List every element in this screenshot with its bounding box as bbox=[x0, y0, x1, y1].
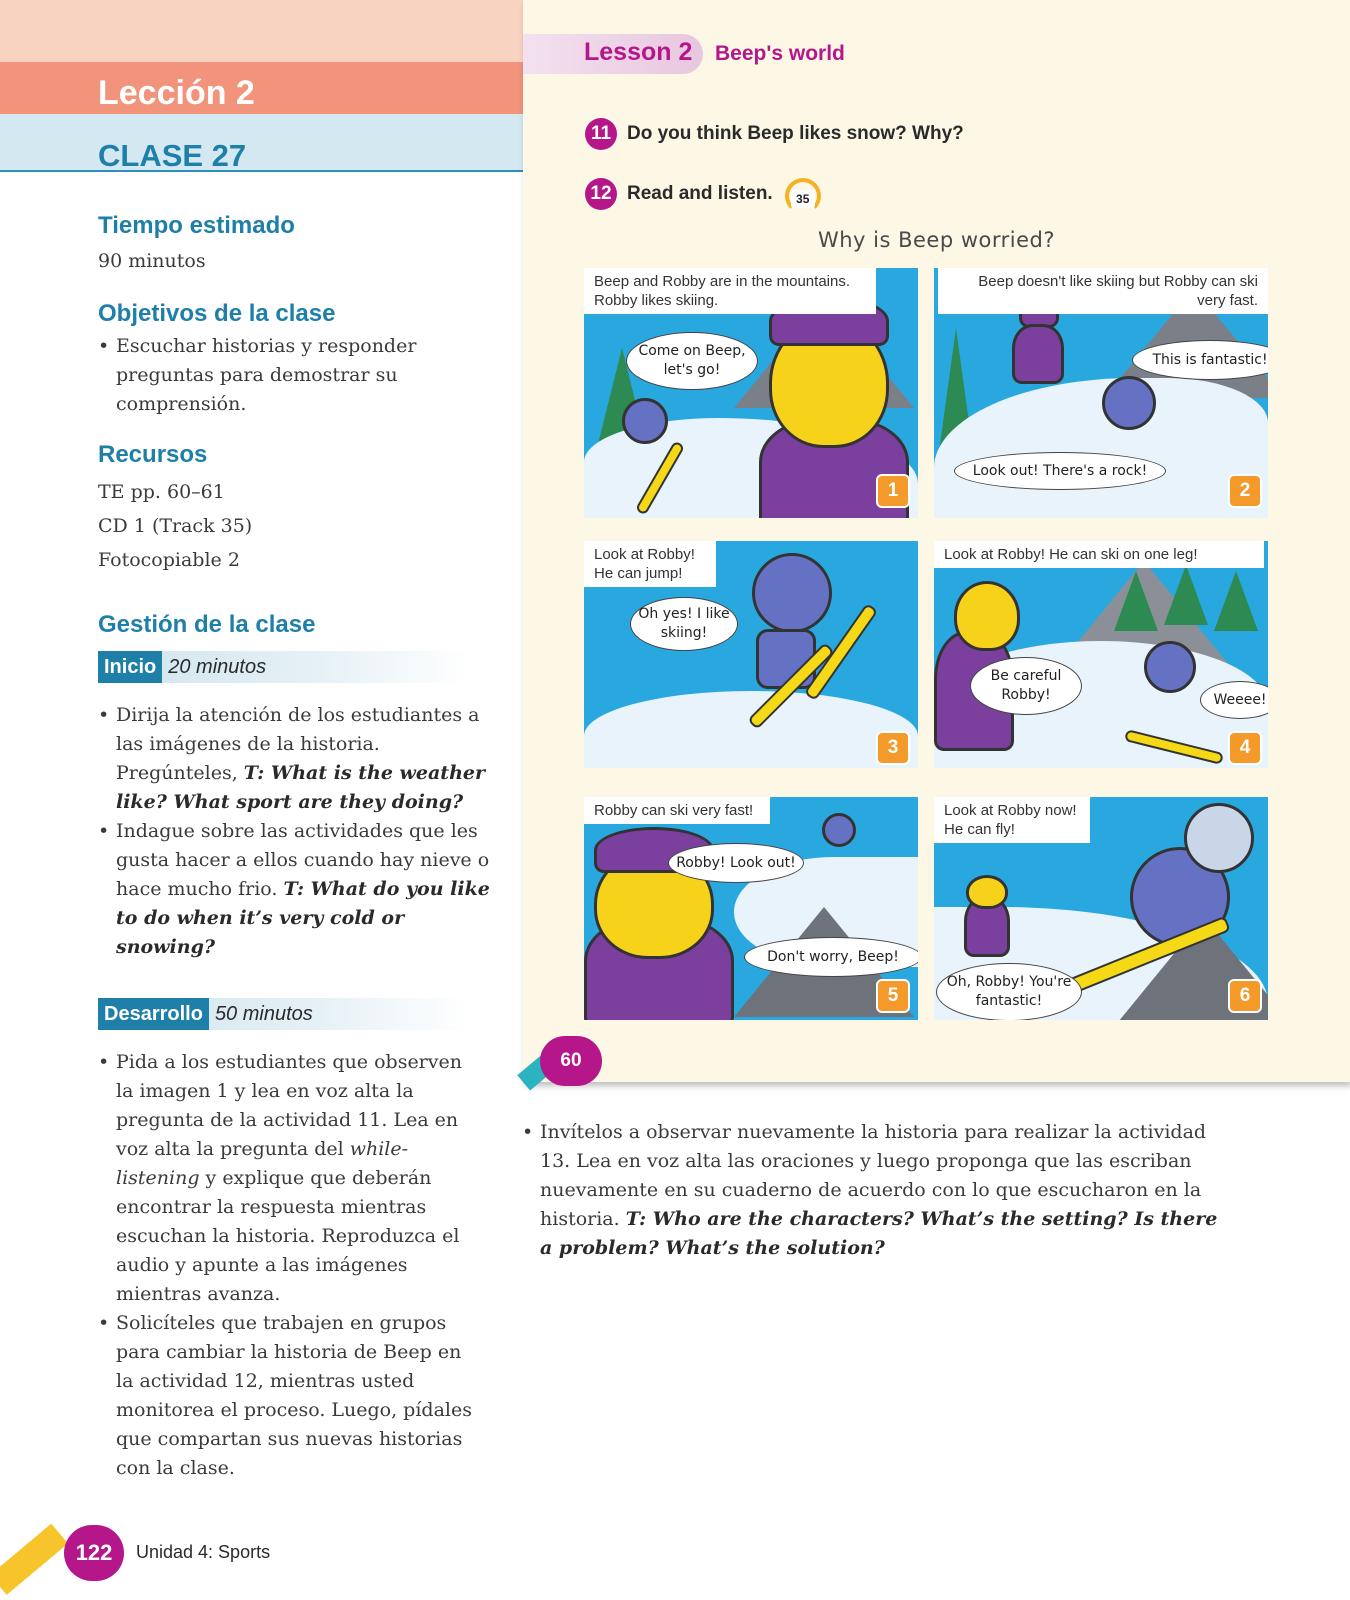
speech-bubble: Don't worry, Beep! bbox=[744, 937, 918, 977]
tiempo-heading: Tiempo estimado bbox=[98, 212, 295, 239]
desarrollo-time: 50 minutos bbox=[214, 1002, 313, 1025]
story-title: Why is Beep worried? bbox=[817, 228, 1056, 252]
activity-number: 12 bbox=[585, 178, 617, 210]
speech-bubble: Robby! Look out! bbox=[668, 843, 804, 883]
headphones-icon bbox=[785, 178, 821, 210]
student-book-page bbox=[523, 0, 1350, 1082]
recursos-list bbox=[98, 475, 498, 577]
panel-caption: Look at Robby! He can ski on one leg! bbox=[934, 541, 1264, 568]
unit-label: Unidad 4: Sports bbox=[136, 1542, 271, 1562]
panel-number: 6 bbox=[1228, 979, 1262, 1013]
teacher-notes bbox=[98, 212, 498, 1483]
inicio-item: • Indague sobre las actividades que les gusta hacer a ellos cuando hay nieve o hace mucho frio. T: What do you like to do when it’s very cold or snowing? bbox=[98, 817, 498, 962]
recurso-item: CD 1 (Track 35) bbox=[98, 515, 253, 537]
lesson-label: Lesson 2 bbox=[584, 38, 693, 66]
right-notes-list bbox=[522, 1118, 1222, 1263]
panel-number: 2 bbox=[1228, 474, 1262, 508]
speech-bubble: Come on Beep, let's go! bbox=[626, 332, 758, 390]
leccion-title: Lección 2 bbox=[98, 74, 255, 112]
speech-bubble: Oh, Robby! You're fantastic! bbox=[936, 963, 1082, 1020]
activity-11 bbox=[585, 118, 964, 150]
panel-caption: Look at Robby now! He can fly! bbox=[934, 797, 1090, 843]
speech-bubble: Oh yes! I like skiing! bbox=[630, 597, 738, 651]
speech-bubble: Weeee! bbox=[1200, 681, 1268, 719]
speech-bubble: This is fantastic! bbox=[1132, 340, 1268, 380]
speech-bubble: Look out! There's a rock! bbox=[954, 452, 1166, 490]
right-notes bbox=[522, 1118, 1222, 1263]
clase-title: CLASE 27 bbox=[98, 138, 247, 173]
panel-number: 5 bbox=[876, 979, 910, 1013]
desarrollo-item: • Solicíteles que trabajen en grupos para cambiar la historia de Beep en la actividad 12, mientras usted monitorea el proceso. Luego, pídales que compartan sus nuevas historias con la clase. bbox=[98, 1309, 482, 1483]
desarrollo-label: Desarrollo bbox=[98, 998, 209, 1030]
activity-text: Do you think Beep likes snow? Why? bbox=[627, 123, 964, 144]
recurso-item: Fotocopiable 2 bbox=[98, 549, 240, 571]
page-number-badge: 122 bbox=[64, 1525, 124, 1581]
objetivos-list bbox=[98, 332, 498, 419]
comic-panel-5 bbox=[584, 797, 918, 1020]
header-band-peach bbox=[0, 0, 523, 62]
comic-panel-2 bbox=[934, 268, 1268, 518]
header-band-salmon bbox=[0, 62, 523, 114]
objetivos-heading: Objetivos de la clase bbox=[98, 300, 336, 327]
lesson-title: Beep's world bbox=[715, 42, 845, 65]
footer-stripe bbox=[0, 1524, 68, 1595]
objetivo-item: • Escuchar historias y responder preguntas para demostrar su comprensión. bbox=[98, 332, 498, 419]
desarrollo-list bbox=[98, 1048, 482, 1483]
desarrollo-tag bbox=[98, 998, 470, 1030]
inicio-tag bbox=[98, 651, 470, 683]
track-number: 35 bbox=[791, 190, 815, 208]
book-page-number: 60 bbox=[540, 1036, 602, 1086]
recurso-item: TE pp. 60–61 bbox=[98, 481, 225, 503]
recursos-heading: Recursos bbox=[98, 441, 208, 468]
tiempo-value: 90 minutos bbox=[98, 250, 206, 272]
comic-panel-4 bbox=[934, 541, 1268, 768]
panel-caption: Beep and Robby are in the mountains. Robby likes skiing. bbox=[584, 268, 876, 314]
inicio-item: • Dirija la atención de los estudiantes a las imágenes de la historia. Pregúnteles, T: What is the weather like? What sport are they doing? bbox=[98, 701, 498, 817]
comic-panel-1 bbox=[584, 268, 918, 518]
activity-number: 11 bbox=[585, 118, 617, 150]
inicio-time: 20 minutos bbox=[168, 655, 267, 678]
inicio-label: Inicio bbox=[98, 651, 162, 683]
panel-number: 4 bbox=[1228, 731, 1262, 765]
panel-caption: Beep doesn't like skiing but Robby can ski very fast. bbox=[938, 268, 1268, 314]
panel-caption: Look at Robby! He can jump! bbox=[584, 541, 716, 587]
activity-text: Read and listen. bbox=[627, 183, 773, 204]
header-band-blue bbox=[0, 114, 523, 172]
panel-caption: Robby can ski very fast! bbox=[584, 797, 770, 824]
speech-bubble: Be careful Robby! bbox=[970, 657, 1082, 715]
inicio-list bbox=[98, 701, 498, 962]
gestion-heading: Gestión de la clase bbox=[98, 611, 316, 638]
panel-number: 1 bbox=[876, 474, 910, 508]
desarrollo-item: • Pida a los estudiantes que observen la imagen 1 y lea en voz alta la pregunta de la actividad 11. Lea en voz alta la pregunta del while-listening y explique que deberán encontrar la respuesta mientras escuchan la historia. Reproduzca el audio y apunte a las imágenes mientras avanza. bbox=[98, 1048, 482, 1309]
comic-panel-6 bbox=[934, 797, 1268, 1020]
activity-12 bbox=[585, 178, 821, 210]
panel-number: 3 bbox=[876, 731, 910, 765]
comic-panel-3 bbox=[584, 541, 918, 768]
right-note-item: • Invítelos a observar nuevamente la historia para realizar la actividad 13. Lea en voz alta las oraciones y luego proponga que las escriban nuevamente en su cuaderno de acuerdo con lo que escucharon en la historia. T: Who are the characters? What’s the setting? Is there a problem? What’s the solution? bbox=[522, 1118, 1222, 1263]
